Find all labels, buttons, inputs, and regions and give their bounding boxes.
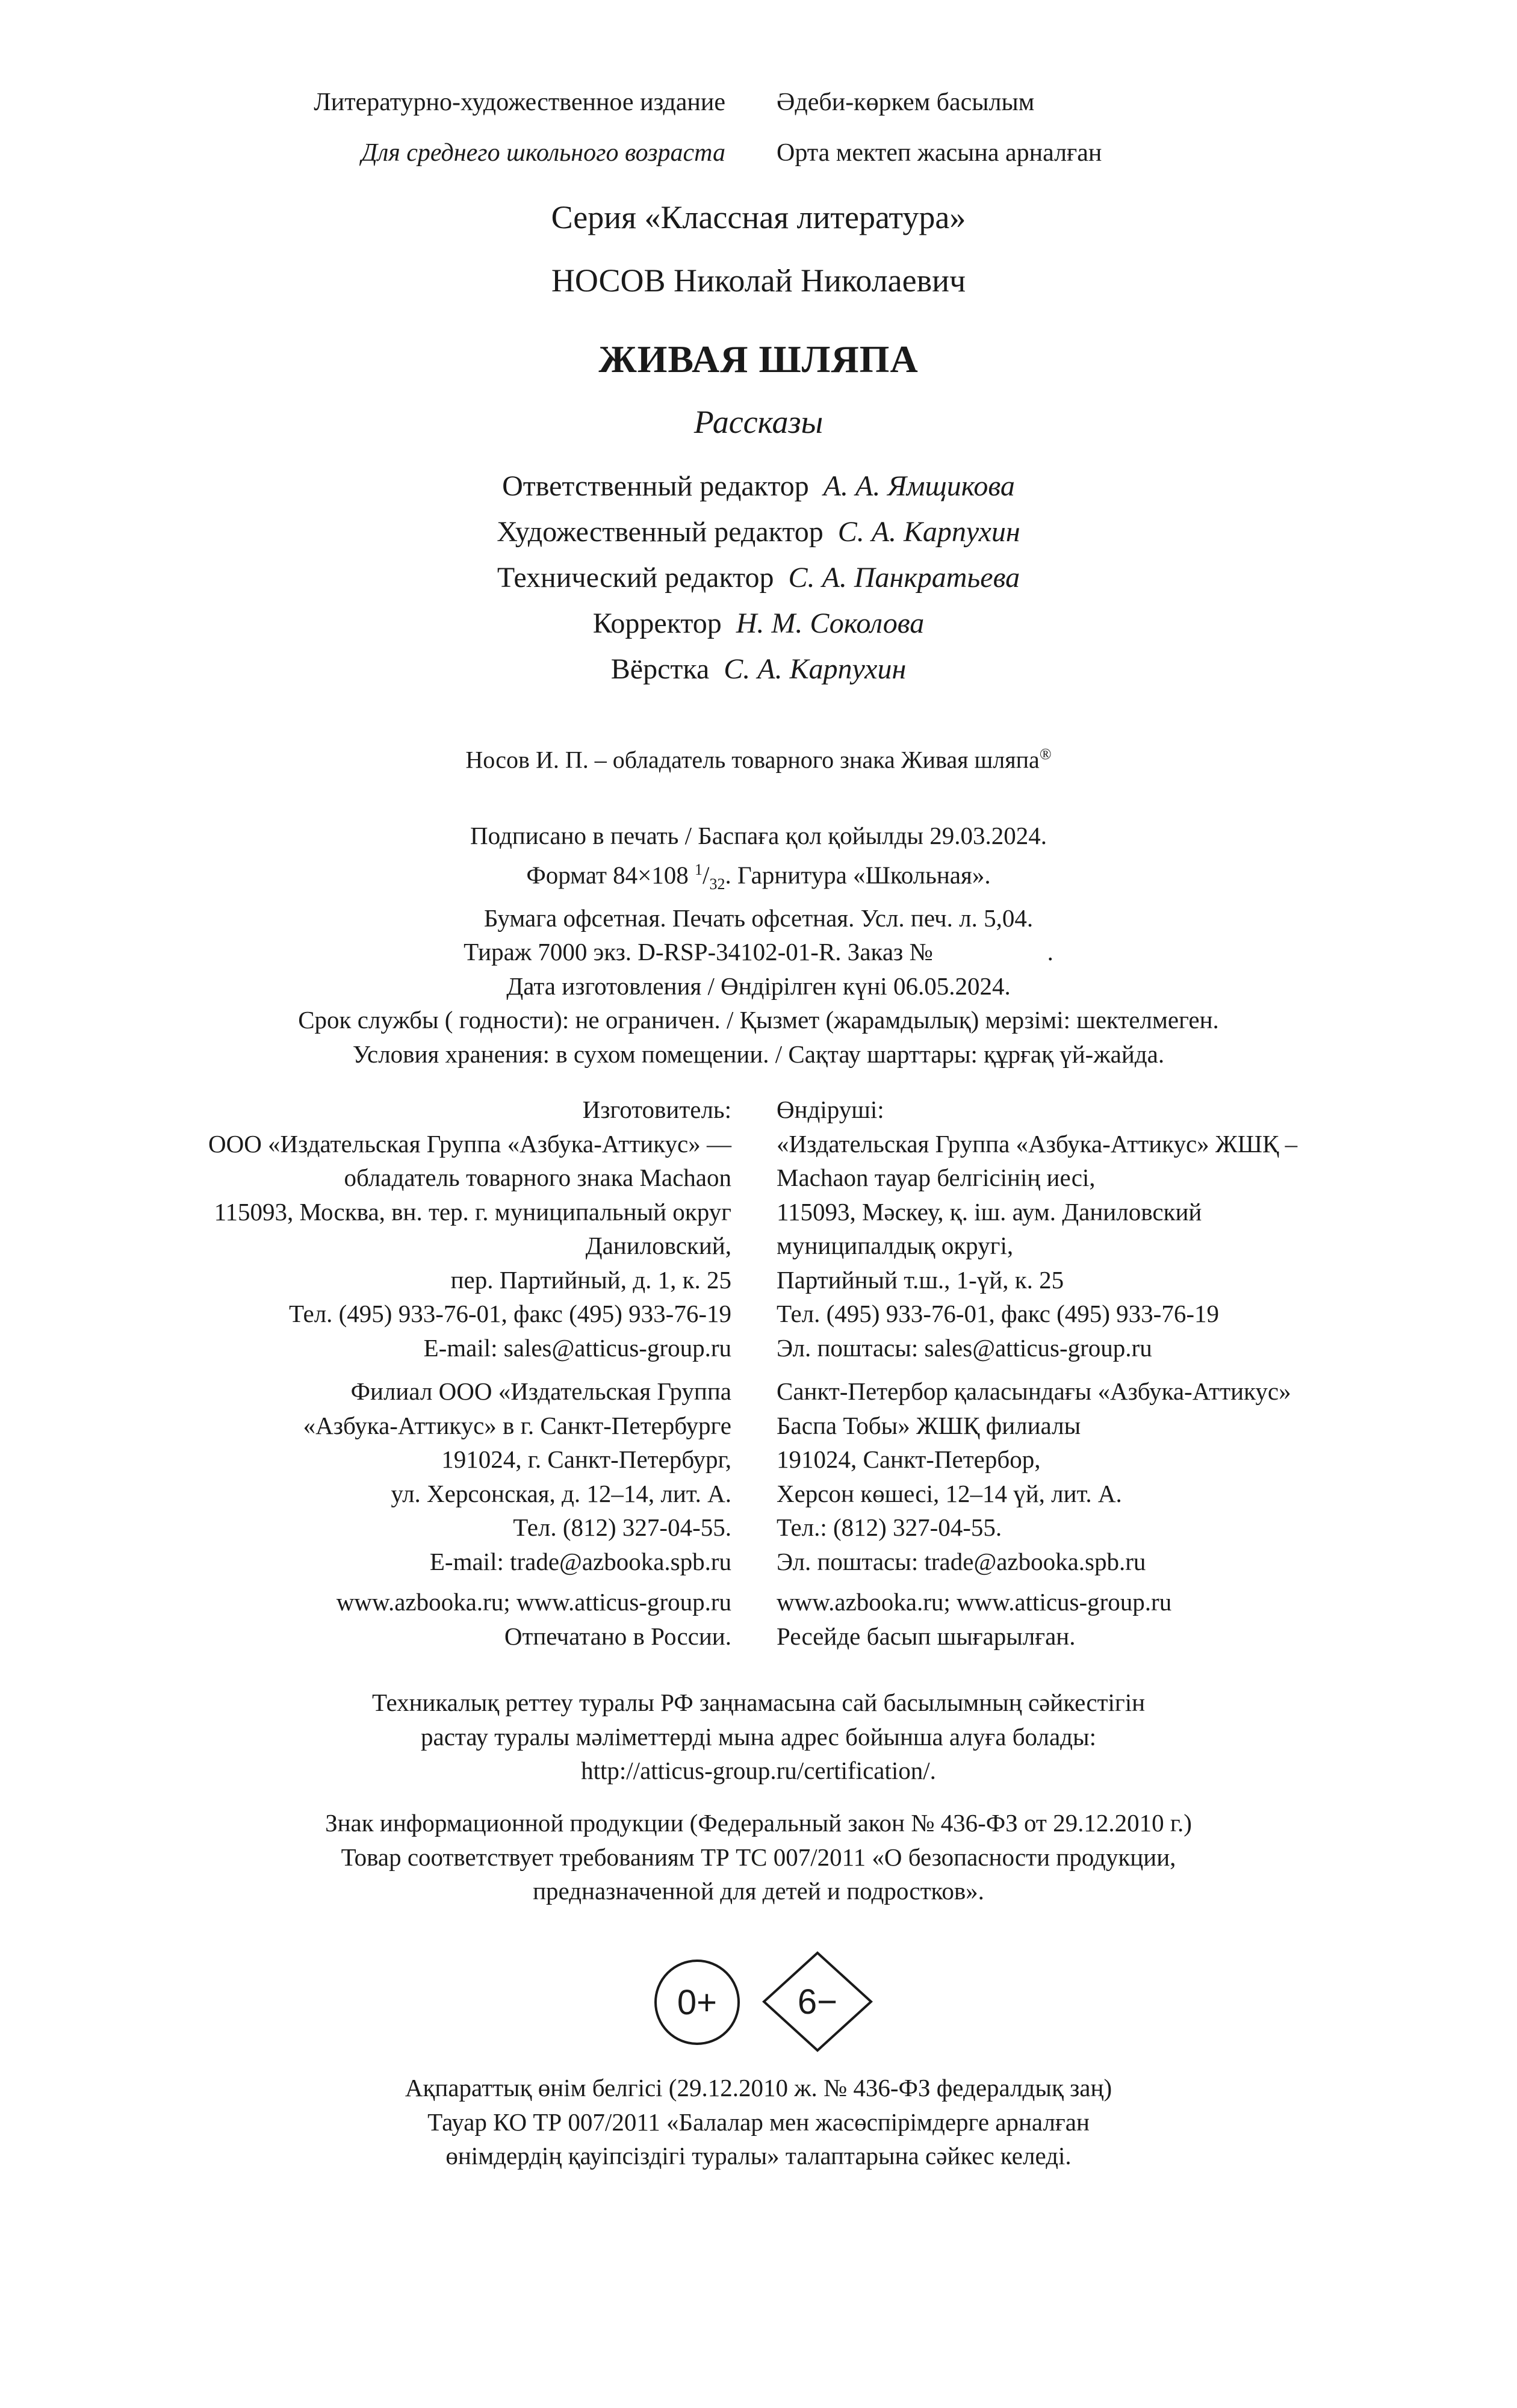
info-mark-line: өнімдердің қауіпсіздігі туралы» талаптарына сәйкес келеді. <box>445 2142 1072 2170</box>
registered-mark: ® <box>1039 745 1052 763</box>
manufacturer-line: муниципалдық округі, <box>777 1232 1014 1259</box>
age-group-kaz: Орта мектеп жасына арналған <box>777 139 1102 167</box>
credit-role: Технический редактор <box>497 562 774 594</box>
branch-line: Херсон көшесі, 12–14 үй, лит. А. <box>777 1479 1122 1507</box>
branch-line: Санкт-Петербор қаласындағы «Азбука-Аттикус» <box>777 1377 1291 1405</box>
credit-name: С. А. Карпухин <box>724 653 907 685</box>
age-circle-mark: 0+ <box>654 1960 740 2045</box>
credit-role: Ответственный редактор <box>502 470 809 502</box>
service-life: Срок службы ( годности): не ограничен. / Қызмет (жарамдылық) мерзімі: шектелмеген. <box>298 1006 1219 1034</box>
made-date: Дата изготовления / Өндірілген күні 06.05.2024. <box>506 972 1011 1000</box>
info-product-notice-kaz <box>0 2071 1517 2173</box>
branch-line: 191024, Санкт-Петербор, <box>777 1445 1041 1473</box>
credit-line <box>0 470 1517 503</box>
format-text: Формат 84×108 <box>526 861 689 889</box>
websites-kaz <box>777 1585 1439 1653</box>
credit-role: Корректор <box>592 607 722 639</box>
credit-line <box>0 653 1517 686</box>
age-diamond-mark: 6− <box>797 1982 838 2022</box>
run-line <box>0 935 1517 969</box>
credit-role: Художественный редактор <box>497 516 824 548</box>
info-mark-line: Тауар КО ТР 007/2011 «Балалар мен жасөспірімдерге арналған <box>427 2108 1090 2136</box>
branch-line: Тел. (812) 327-04-55. <box>513 1513 731 1541</box>
manufacturer-kaz <box>777 1093 1439 1365</box>
storage-conditions: Условия хранения: в сухом помещении. / Сақтау шарттары: құрғақ үй-жайда. <box>352 1040 1165 1068</box>
info-mark-line: Товар соответствует требованиям ТР ТС 007/2011 «О безопасности продукции, <box>341 1843 1176 1871</box>
manufacturer-line: Тел. (495) 933-76-01, факс (495) 933-76-19 <box>289 1300 731 1327</box>
manufacturer-line: E-mail: sales@atticus-group.ru <box>423 1333 731 1362</box>
branch-line: Эл. поштасы: trade@azbooka.spb.ru <box>777 1547 1146 1575</box>
manufacturer-line: Изготовитель: <box>582 1096 731 1123</box>
print-info-block <box>0 819 1517 1071</box>
trademark-notice <box>0 737 1517 777</box>
credit-name: Н. М. Соколова <box>736 607 925 639</box>
age-rating-marks <box>647 1950 876 2053</box>
manufacturer-line: «Издательская Группа «Азбука-Аттикус» ЖШҚ – <box>777 1129 1298 1158</box>
certification-notice <box>0 1686 1517 1788</box>
age-group-rus: Для среднего школьного возраста <box>361 139 725 167</box>
edition-type-kaz: Әдеби-көркем басылым <box>777 88 1035 116</box>
book-subtitle: Рассказы <box>693 404 824 440</box>
manufacturer-rus <box>9 1093 731 1365</box>
format-line: Формат 84×108 $^1/_{32}$. Гарнитура «Школьная». <box>526 860 991 893</box>
credit-name: С. А. Карпухин <box>837 516 1020 548</box>
branch-line: 191024, г. Санкт-Петербург, <box>441 1445 731 1473</box>
certification-line: Техникалық реттеу туралы РФ заңнамасына сай басылымның сәйкестігін <box>371 1689 1146 1716</box>
book-title: ЖИВАЯ ШЛЯПА <box>598 338 919 380</box>
credit-line <box>0 515 1517 548</box>
websites-rus <box>9 1585 731 1653</box>
manufacturer-line: 115093, Москва, вн. тер. г. муниципальный округ <box>214 1197 731 1226</box>
branch-line: E-mail: trade@azbooka.spb.ru <box>429 1547 731 1575</box>
website-links: www.azbooka.ru; www.atticus-group.ru <box>336 1588 731 1616</box>
branch-line: ул. Херсонская, д. 12–14, лит. А. <box>391 1479 731 1507</box>
manufacturer-line: Machaon тауар белгісінің иесі, <box>777 1164 1096 1191</box>
format-fraction-den: 32 <box>709 875 725 893</box>
typeface-text: . Гарнитура «Школьная». <box>725 861 991 889</box>
author-name: НОСОВ Николай Николаевич <box>551 262 966 299</box>
manufacturer-line: Партийный т.ш., 1-үй, к. 25 <box>777 1265 1064 1294</box>
manufacturer-line: Даниловский, <box>585 1232 731 1259</box>
credit-line <box>0 607 1517 640</box>
branch-rus <box>9 1374 731 1578</box>
info-mark-line: предназначенной для детей и подростков». <box>533 1877 984 1905</box>
manufacturer-line: Өндіруші: <box>777 1096 884 1123</box>
credit-name: А. А. Ямщикова <box>823 470 1015 502</box>
website-links: www.azbooka.ru; www.atticus-group.ru <box>777 1588 1172 1616</box>
printed-in: Ресейде басып шығарылған. <box>777 1622 1076 1650</box>
manufacturer-line: Эл. поштасы: sales@atticus-group.ru <box>777 1333 1152 1362</box>
branch-line: Тел.: (812) 327-04-55. <box>777 1513 1002 1541</box>
manufacturer-line: 115093, Мәскеу, қ. іш. аум. Даниловский <box>777 1197 1202 1226</box>
info-product-notice-rus <box>0 1806 1517 1908</box>
credit-name: С. А. Панкратьева <box>788 562 1020 594</box>
certification-url: http://atticus-group.ru/certification/. <box>581 1757 936 1784</box>
certification-line: растау туралы мәліметтерді мына адрес бойынша алуға болады: <box>421 1722 1096 1751</box>
paper-line: Бумага офсетная. Печать офсетная. Усл. печ. л. 5,04. <box>483 904 1034 932</box>
branch-line: Баспа Тобы» ЖШҚ филиалы <box>777 1411 1081 1439</box>
manufacturer-line: Тел. (495) 933-76-01, факс (495) 933-76-19 <box>777 1300 1219 1327</box>
info-mark-line: Знак информационной продукции (Федеральный закон № 436-ФЗ от 29.12.2010 г.) <box>325 1809 1192 1837</box>
edition-type-rus: Литературно-художественное издание <box>314 88 725 116</box>
credit-role: Вёрстка <box>610 653 710 685</box>
branch-line: «Азбука-Аттикус» в г. Санкт-Петербурге <box>303 1411 731 1439</box>
series-title: Серия «Классная литература» <box>551 199 966 235</box>
signed-date: Подписано в печать / Баспаға қол қойылды 29.03.2024. <box>470 822 1047 849</box>
branch-kaz <box>777 1374 1439 1578</box>
branch-line: Филиал ООО «Издательская Группа <box>350 1377 731 1405</box>
manufacturer-line: обладатель товарного знака Machaon <box>344 1164 731 1191</box>
format-fraction-num: 1 <box>695 860 703 878</box>
printed-in: Отпечатано в России. <box>504 1622 731 1650</box>
manufacturer-line: ООО «Издательская Группа «Азбука-Аттикус» — <box>208 1129 731 1158</box>
run-end: . <box>1047 938 1053 966</box>
info-mark-line: Ақпараттық өнім белгісі (29.12.2010 ж. № 436-ФЗ федералдық заң) <box>405 2074 1112 2102</box>
credit-line <box>0 561 1517 594</box>
manufacturer-line: пер. Партийный, д. 1, к. 25 <box>450 1265 731 1294</box>
run-text: Тираж 7000 экз. D-RSP-34102-01-R. Заказ № <box>464 938 933 966</box>
trademark-text: Носов И. П. – обладатель товарного знака Живая шляпа <box>465 746 1040 774</box>
